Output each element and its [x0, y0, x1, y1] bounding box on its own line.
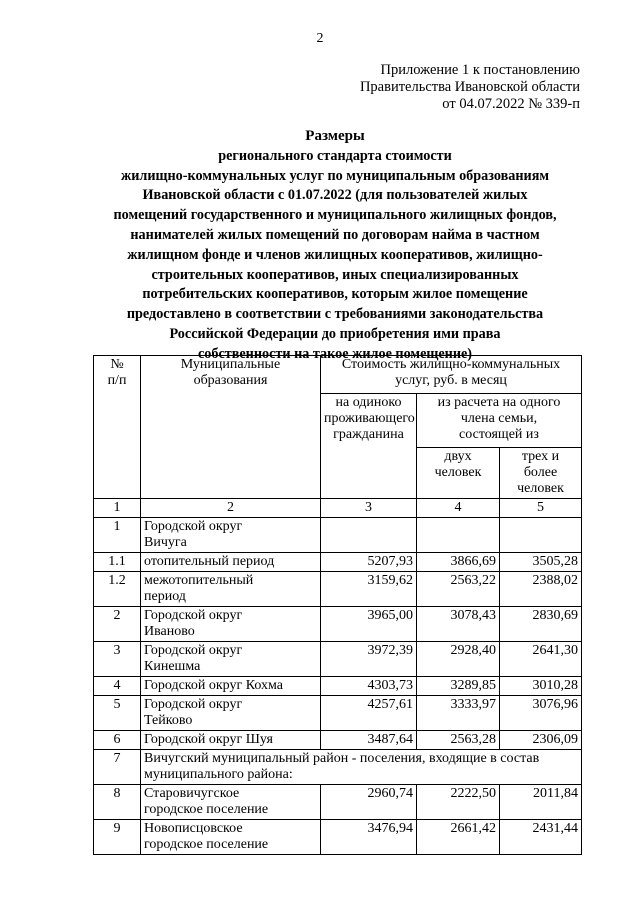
row-number: 1.1 [94, 553, 141, 572]
header-row [94, 356, 582, 394]
page-number: 2 [316, 31, 324, 46]
value-three: 2306,09 [500, 731, 582, 750]
title-line: Ивановской области с 01.07.2022 (для пользователей жилых [142, 187, 528, 204]
municipality-cell: отопительный период [141, 553, 321, 572]
row-number: 1.2 [94, 572, 141, 607]
row-number: 9 [94, 820, 141, 855]
value-single: 4303,73 [321, 677, 417, 696]
value-three: 2830,69 [500, 607, 582, 642]
value-three: 2011,84 [500, 785, 582, 820]
column-number-row [94, 499, 582, 518]
table-row [94, 642, 582, 677]
col-number: 1 [94, 499, 141, 518]
municipality-cell: Городской округ Иваново [141, 607, 321, 642]
header-num: № п/п [94, 356, 141, 499]
table-row [94, 518, 582, 553]
row-number: 2 [94, 607, 141, 642]
municipality-cell: Городской округ Кинешма [141, 642, 321, 677]
municipality-cell: Городской округ Тейково [141, 696, 321, 731]
title-line: Российской Федерации до приобретения ими права [169, 325, 501, 342]
row-number: 6 [94, 731, 141, 750]
appendix-line: Правительства Ивановской области [359, 79, 580, 95]
value-two: 3289,85 [417, 677, 500, 696]
value-two: 2661,42 [417, 820, 500, 855]
col-number: 5 [500, 499, 582, 518]
row-number: 8 [94, 785, 141, 820]
col-number: 3 [321, 499, 417, 518]
municipality-cell: Новописцовское городское поселение [141, 820, 321, 855]
value-three: 2431,44 [500, 820, 582, 855]
value-two: 3866,69 [417, 553, 500, 572]
value-two: 2928,40 [417, 642, 500, 677]
header-single: на одиноко проживающего гражданина [321, 394, 417, 499]
municipality-cell: Городской округ Шуя [141, 731, 321, 750]
value-three [500, 518, 582, 553]
table-row [94, 820, 582, 855]
value-single: 2960,74 [321, 785, 417, 820]
value-two: 3078,43 [417, 607, 500, 642]
municipality-cell: Старовичугское городское поселение [141, 785, 321, 820]
value-two: 2563,22 [417, 572, 500, 607]
value-single: 3159,62 [321, 572, 417, 607]
title-line: нанимателей жилых помещений по договорам найма в частном [130, 226, 540, 243]
title-line: регионального стандарта стоимости [218, 147, 452, 164]
value-three: 2641,30 [500, 642, 582, 677]
row-number: 3 [94, 642, 141, 677]
value-single: 3487,64 [321, 731, 417, 750]
table-row [94, 572, 582, 607]
value-three: 3010,28 [500, 677, 582, 696]
value-single [321, 518, 417, 553]
value-three: 3505,28 [500, 553, 582, 572]
title-line: жилищно-коммунальных услуг по муниципальным образованиям [120, 167, 550, 184]
title-line: предоставлено в соответствии с требованиями законодательства [126, 306, 544, 323]
appendix-line: от 04.07.2022 № 339-п [442, 96, 580, 112]
col-number: 4 [417, 499, 500, 518]
title-heading: Размеры [305, 128, 365, 144]
value-single: 5207,93 [321, 553, 417, 572]
municipality-cell: межотопительный период [141, 572, 321, 607]
table-row [94, 677, 582, 696]
value-two: 2563,28 [417, 731, 500, 750]
row-number: 5 [94, 696, 141, 731]
appendix-note [280, 62, 580, 113]
municipality-cell: Городской округ Кохма [141, 677, 321, 696]
row-number: 7 [94, 750, 141, 785]
value-single: 3972,39 [321, 642, 417, 677]
table-row [94, 607, 582, 642]
value-single: 3965,00 [321, 607, 417, 642]
value-two [417, 518, 500, 553]
rates-table [93, 355, 582, 855]
value-three: 2388,02 [500, 572, 582, 607]
municipality-cell: Городской округ Вичуга [141, 518, 321, 553]
table-row [94, 731, 582, 750]
header-cost: Стоимость жилищно-коммунальных услуг, руб. в месяц [321, 356, 582, 394]
document-title [90, 127, 580, 365]
table-row [94, 785, 582, 820]
row-number: 1 [94, 518, 141, 553]
value-single: 3476,94 [321, 820, 417, 855]
value-two: 2222,50 [417, 785, 500, 820]
title-line: собственности на такое жилое помещение) [197, 345, 473, 362]
header-municipality: Муниципальные образования [141, 356, 321, 499]
title-line: потребительских кооперативов, которым жилое помещение [142, 286, 528, 303]
header-per-member: из расчета на одного члена семьи, состоящей из [417, 394, 582, 448]
district-heading-cell: Вичугский муниципальный район - поселения, входящие в состав муниципального района: [141, 750, 582, 785]
value-three: 3076,96 [500, 696, 582, 731]
header-three: трех и более человек [500, 448, 582, 499]
table-row [94, 553, 582, 572]
title-line: строительных кооперативов, иных специализированных [151, 266, 519, 283]
col-number: 2 [141, 499, 321, 518]
table-row [94, 750, 582, 785]
title-line: помещений государственного и муниципального жилищных фондов, [113, 207, 557, 224]
table-row [94, 696, 582, 731]
value-two: 3333,97 [417, 696, 500, 731]
value-single: 4257,61 [321, 696, 417, 731]
header-two: двух человек [417, 448, 500, 499]
title-line: жилищном фонде и членов жилищных кооперативов, жилищно- [127, 246, 543, 263]
row-number: 4 [94, 677, 141, 696]
appendix-line: Приложение 1 к постановлению [380, 62, 580, 78]
